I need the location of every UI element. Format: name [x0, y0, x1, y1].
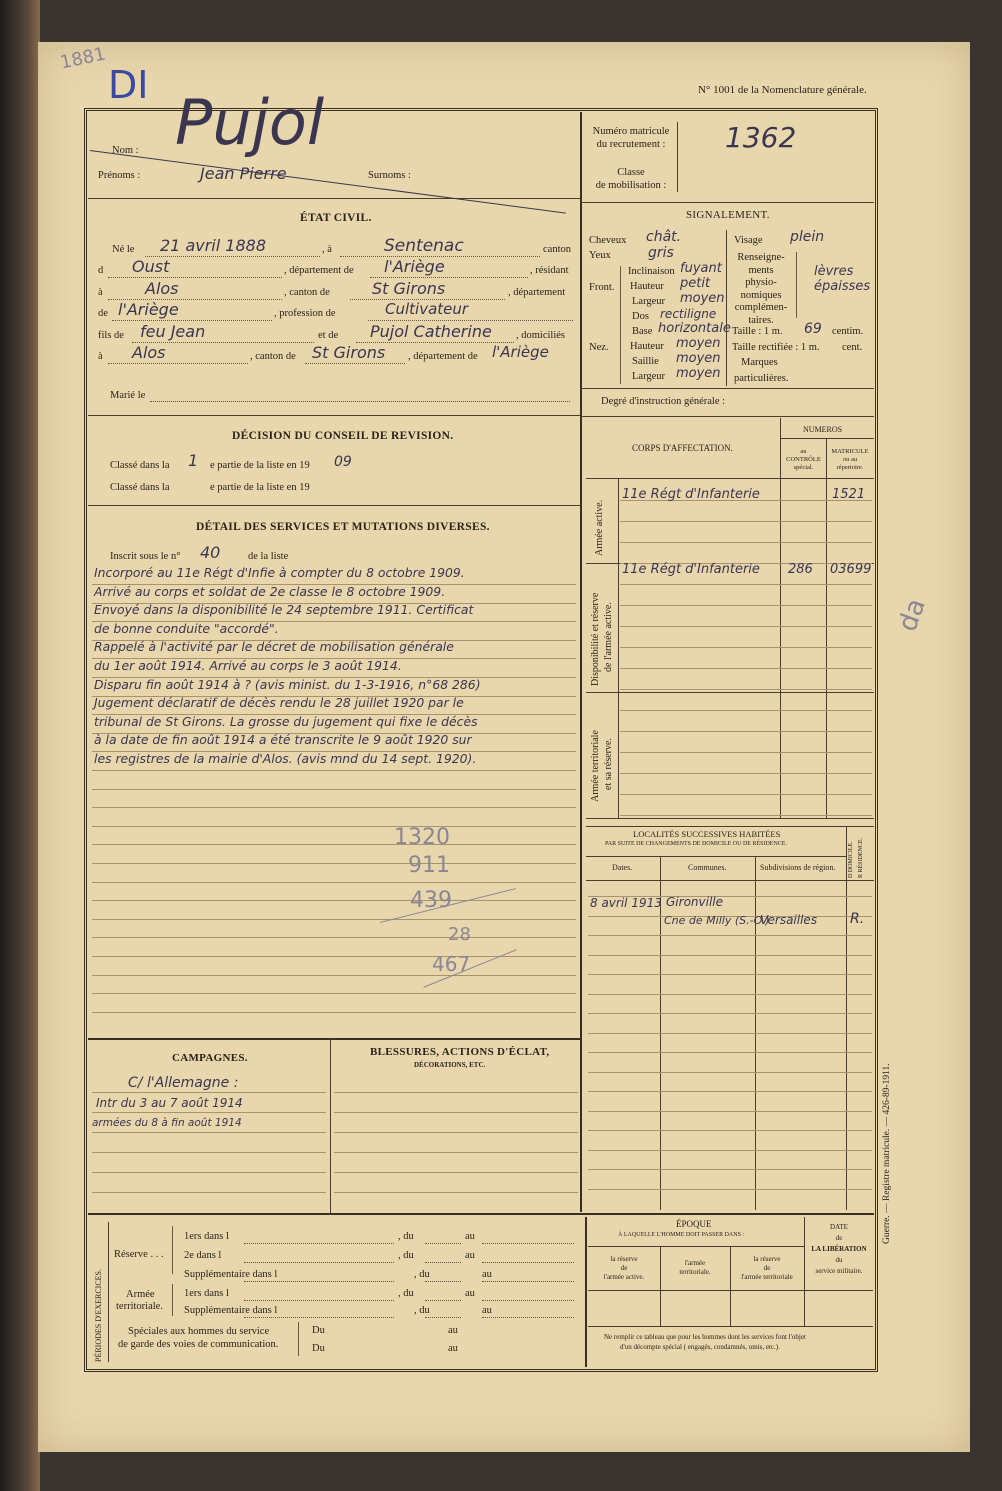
- campagne-rule: [92, 1092, 326, 1093]
- blessure-rule: [334, 1112, 578, 1113]
- largeur2-label: Largeur: [632, 371, 666, 382]
- classe-label-1: Classe: [617, 167, 645, 178]
- departement-label: , département de: [284, 265, 354, 276]
- taille-value: 69: [804, 321, 822, 337]
- epoque-col-1: la réserve de l'armée active.: [603, 1255, 645, 1281]
- localites-rule: [588, 994, 872, 995]
- service-line: Incorporé au 11e Régt d'Infie à compter du 8 octobre 1909.: [94, 565, 465, 580]
- matricule-value: 1362: [725, 121, 797, 154]
- service-rule: [92, 882, 576, 883]
- corps-rule: [620, 647, 872, 648]
- a2-label: à: [98, 287, 103, 298]
- renseignements-label: Renseigne- ments physio- nomiques complémen- taires.: [734, 252, 788, 326]
- hauteur2-label: Hauteur: [630, 341, 664, 352]
- marques-label: Marques: [741, 357, 778, 368]
- canton2-label: , canton de: [284, 287, 330, 298]
- au-label-2: au: [465, 1250, 475, 1261]
- epoque-col-2: l'armée territoriale.: [679, 1259, 711, 1276]
- disponibilite-label-2: de l'armée active.: [603, 602, 614, 672]
- du-label-3: , du: [414, 1269, 430, 1280]
- du-label-5: , du: [414, 1305, 430, 1316]
- au-label-4: au: [465, 1288, 475, 1299]
- particularites-label: particulières.: [734, 373, 789, 384]
- taille-label: Taille : 1 m.: [732, 326, 783, 337]
- fils-label: fils de: [98, 330, 124, 341]
- localites-rule: [588, 1013, 872, 1014]
- au-label-3: au: [482, 1269, 492, 1280]
- nomenclature-label: N° 1001 de la Nomenclature générale.: [698, 84, 867, 96]
- corps-rule: [620, 794, 872, 795]
- corps-rule: [620, 815, 872, 816]
- du-bare-2: Du: [312, 1343, 325, 1354]
- corps-rule: [620, 689, 872, 690]
- service-rule: [92, 844, 576, 845]
- nom-label: Nom :: [112, 145, 139, 156]
- corps-rule: [620, 731, 872, 732]
- localites-rule: [588, 1033, 872, 1034]
- hauteur-value: petit: [680, 276, 711, 291]
- periode-dot: [425, 1281, 461, 1282]
- saillie-label: Saillie: [632, 356, 659, 367]
- col-dr-2: R RÉSIDENCE.: [858, 837, 864, 878]
- service-line: Jugement déclaratif de décès rendu le 28 juillet 1920 par le: [94, 695, 464, 711]
- a3-label: à: [98, 351, 103, 362]
- corps-rule: [620, 773, 872, 774]
- domicile-value: Alos: [132, 343, 166, 362]
- epoque-subtitle: À LAQUELLE L'HOMME DOIT PASSER DANS :: [618, 1232, 745, 1238]
- largeur-label: Largeur: [632, 296, 666, 307]
- birth-date: 21 avril 1888: [160, 236, 266, 255]
- main-vertical-divider: [580, 112, 582, 1212]
- localites-rule: [588, 955, 872, 956]
- birth-place: Sentenac: [384, 236, 464, 256]
- yeux-value: gris: [648, 245, 674, 261]
- margin-pencil: da: [892, 594, 932, 636]
- periode-row-5: Supplémentaire dans l: [184, 1305, 278, 1316]
- au-label-5: au: [482, 1305, 492, 1316]
- largeur2-value: moyen: [676, 366, 721, 381]
- service-rule: [92, 770, 576, 771]
- departement-value: l'Ariège: [384, 257, 445, 276]
- blessure-rule: [334, 1152, 578, 1153]
- hauteur-label: Hauteur: [630, 281, 664, 292]
- canton-value: Oust: [132, 257, 170, 276]
- canton3-label: , canton de: [250, 351, 296, 362]
- corner-note: 1881: [58, 43, 108, 74]
- visage-label: Visage: [734, 235, 763, 246]
- dos-value: rectiligne: [660, 307, 717, 321]
- service-rule: [92, 1012, 576, 1013]
- inclinaison-value: fuyant: [680, 261, 722, 276]
- departement3-value: l'Ariège: [492, 343, 549, 361]
- departement2-value: l'Ariège: [118, 300, 179, 319]
- yeux-label: Yeux: [589, 250, 611, 261]
- corps-rule: [620, 626, 872, 627]
- profession-value: Cultivateur: [385, 300, 469, 318]
- col-dates: Dates.: [612, 863, 633, 872]
- blessure-rule: [334, 1092, 578, 1093]
- nez-label: Nez.: [589, 342, 609, 353]
- periode-dot: [482, 1262, 574, 1263]
- periode-dot: [482, 1317, 574, 1318]
- corps-row-2: 11e Régt d'Infanterie: [622, 562, 760, 577]
- disponibilite-label-1: Disponibilité et réserve: [590, 592, 601, 686]
- taille-rect-unit: cent.: [842, 342, 863, 353]
- campagne-rule: [92, 1192, 326, 1193]
- campagne-line-2: Intr du 3 au 7 août 1914: [96, 1096, 243, 1110]
- periode-dot: [244, 1262, 394, 1263]
- conseil-title: DÉCISION DU CONSEIL DE REVISION.: [232, 430, 454, 442]
- et-label: et de: [318, 330, 339, 341]
- epoque-col-3: la réserve de l'armée territoriale: [741, 1255, 793, 1281]
- service-rule: [92, 993, 576, 994]
- blessure-rule: [334, 1132, 578, 1133]
- periode-row-4: 1ers dans l: [184, 1288, 229, 1299]
- periodes-label: PÉRIODES D'EXERCICES.: [94, 1268, 103, 1362]
- campagnes-title: CAMPAGNES.: [172, 1052, 248, 1064]
- etat-civil-title: ÉTAT CIVIL.: [300, 212, 372, 224]
- periode-dot: [482, 1300, 574, 1301]
- largeur-value: moyen: [680, 291, 725, 306]
- campagne-line-3: armées du 8 à fin août 1914: [92, 1117, 242, 1129]
- front-label: Front.: [589, 282, 615, 293]
- periode-dot: [244, 1243, 394, 1244]
- epoque-note-1: Ne remplir ce tableau que pour les hommes dont les services font l'objet: [604, 1333, 806, 1341]
- dos-label: Dos: [632, 311, 649, 322]
- localites-rule: [588, 1189, 872, 1190]
- corps-title: CORPS D'AFFECTATION.: [632, 443, 733, 453]
- nom-value: Pujol: [175, 86, 325, 159]
- service-line: du 1er août 1914. Arrivé au corps le 3 août 1914.: [94, 658, 402, 673]
- corps-row-2-matricule: 03699: [830, 562, 872, 577]
- partie2-label: e partie de la liste en 19: [210, 482, 310, 493]
- service-rule: [92, 900, 576, 901]
- classe1-label: Classé dans la: [110, 460, 170, 471]
- classe1-value: 1: [188, 451, 199, 470]
- canton3-value: St Girons: [312, 343, 386, 362]
- periode-dot: [425, 1300, 461, 1301]
- territoriale-label: territoriale.: [116, 1301, 163, 1312]
- pencil-note-5: 467: [432, 952, 471, 976]
- ne-le-label: Né le: [112, 244, 135, 255]
- service-line: Envoyé dans la disponibilité le 24 septembre 1911. Certificat: [94, 602, 474, 618]
- partie1-label: e partie de la liste en 19: [210, 460, 310, 471]
- loc-commune-2: Cne de Milly (S.-O.): [664, 914, 770, 927]
- loc-commune-1: Gironville: [666, 895, 723, 909]
- armee-active-label: Armée active.: [594, 499, 605, 556]
- degre-label: Degré d'instruction générale :: [601, 396, 726, 407]
- corps-rule: [620, 521, 872, 522]
- controle-label: au CONTRÔLE spécial.: [786, 448, 821, 471]
- renseignements-value: lèvres épaisses: [814, 264, 871, 294]
- hauteur2-value: moyen: [676, 336, 721, 351]
- localites-title: LOCALITÉS SUCCESSIVES HABITÉES: [633, 829, 781, 839]
- pencil-note-2: 911: [408, 853, 450, 878]
- periode-dot: [482, 1281, 574, 1282]
- signalement-title: SIGNALEMENT.: [686, 209, 770, 221]
- territoriale-label-2: et sa réserve.: [603, 738, 614, 790]
- service-line: Disparu fin août 1914 à ? (avis minist. du 1-3-1916, n°68 286): [94, 676, 481, 692]
- mother-value: Pujol Catherine: [370, 322, 492, 341]
- canton-label: canton: [543, 244, 571, 255]
- cheveux-label: Cheveux: [589, 235, 627, 246]
- localites-rule: [588, 1130, 872, 1131]
- localites-rule: [588, 1072, 872, 1073]
- service-rule: [92, 975, 576, 976]
- taille-rect-label: Taille rectifiée : 1 m.: [732, 342, 820, 353]
- du-label-4: , du: [398, 1288, 414, 1299]
- corps-rule: [620, 710, 872, 711]
- classe2-label: Classé dans la: [110, 482, 170, 493]
- visage-value: plein: [790, 229, 825, 245]
- canton2-value: St Girons: [372, 279, 446, 298]
- periode-dot: [244, 1281, 394, 1282]
- corps-row-1-matricule: 1521: [832, 487, 866, 502]
- services-title: DÉTAIL DES SERVICES ET MUTATIONS DIVERSES.: [196, 521, 490, 533]
- service-rule: [92, 937, 576, 938]
- campagne-rule: [92, 1172, 326, 1173]
- speciales-line-1: Spéciales aux hommes du service: [128, 1326, 270, 1337]
- matricule-label-2: du recrutement :: [596, 139, 666, 150]
- taille-unit: centim.: [832, 326, 864, 337]
- departement2-label: , département: [508, 287, 566, 298]
- localites-rule: [588, 935, 872, 936]
- blessures-title: BLESSURES, ACTIONS D'ÉCLAT,: [370, 1046, 550, 1058]
- speciales-line-2: de garde des voies de communication.: [118, 1339, 279, 1350]
- classe-label-2: de mobilisation :: [595, 180, 667, 191]
- campagne-rule: [92, 1112, 326, 1113]
- du-bare-1: Du: [312, 1325, 325, 1336]
- pencil-note-4: 28: [448, 924, 471, 945]
- loc-dr: R.: [850, 911, 865, 927]
- domicilies-label: , domiciliés: [516, 330, 565, 341]
- surnoms-label: Surnoms :: [368, 170, 411, 181]
- localites-rule: [588, 1150, 872, 1151]
- reserve-label: Réserve . . .: [114, 1249, 164, 1260]
- matricule-col-label: MATRICULE ou au répertoire.: [831, 448, 869, 471]
- localites-subtitle: PAR SUITE DE CHANGEMENTS DE DOMICILE OU DE RÉSIDENCE.: [605, 841, 787, 847]
- corps-rule: [620, 584, 872, 585]
- localites-rule: [588, 1111, 872, 1112]
- localites-rule: [588, 1091, 872, 1092]
- de-label: de: [98, 308, 108, 319]
- pencil-note-1: 1320: [394, 825, 450, 850]
- au-label-1: au: [465, 1231, 475, 1242]
- corps-rule: [620, 542, 872, 543]
- periode-row-2: 2e dans l: [184, 1250, 222, 1261]
- armee-label: Armée: [126, 1289, 155, 1300]
- marie-label: Marié le: [110, 390, 146, 401]
- numeros-label: NUMEROS: [803, 425, 843, 434]
- periode-row-3: Supplémentaire dans l: [184, 1269, 278, 1280]
- localites-rule: [588, 1052, 872, 1053]
- periode-dot: [425, 1243, 461, 1244]
- matricule-label-1: Numéro matricule: [592, 126, 670, 137]
- saillie-value: moyen: [676, 351, 721, 366]
- a-label: , à: [322, 244, 332, 255]
- periode-dot: [244, 1300, 394, 1301]
- du-label-2: , du: [398, 1250, 414, 1261]
- service-line: à la date de fin août 1914 a été transcrite le 9 août 1920 sur: [94, 732, 472, 748]
- father-value: feu Jean: [140, 322, 206, 341]
- localites-rule: [588, 974, 872, 975]
- service-line: les registres de la mairie d'Alos. (avis mnd du 14 sept. 1920).: [94, 751, 477, 766]
- inscrit-label: Inscrit sous le n°: [110, 551, 181, 562]
- base-label: Base: [632, 326, 653, 337]
- au-bare-2: au: [448, 1343, 458, 1354]
- prenoms-value: Jean Pierre: [200, 164, 287, 183]
- du-label-1: , du: [398, 1231, 414, 1242]
- localites-rule: [588, 1169, 872, 1170]
- col-dr-1: D DOMICILE.: [848, 841, 854, 878]
- col-subdivisions: Subdivisions de région.: [760, 863, 836, 872]
- service-rule: [92, 919, 576, 920]
- prenoms-label: Prénoms :: [98, 170, 141, 181]
- corps-rule: [620, 605, 872, 606]
- loc-subdivision: Versailles: [760, 913, 818, 927]
- periode-dot: [425, 1262, 461, 1263]
- service-line: Rappelé à l'activité par le décret de mobilisation générale: [94, 639, 454, 655]
- periode-row-1: 1ers dans l: [184, 1231, 229, 1242]
- residence-value: Alos: [145, 279, 179, 298]
- au-bare-1: au: [448, 1325, 458, 1336]
- blessure-rule: [334, 1172, 578, 1173]
- corner-mark: DI: [108, 63, 149, 107]
- profession-label: , profession de: [274, 308, 336, 319]
- campagne-rule: [92, 1152, 326, 1153]
- loc-date: 8 avril 1913: [590, 896, 662, 910]
- periode-dot: [244, 1317, 394, 1318]
- residant-label: , résidant: [530, 265, 569, 276]
- inscrit-value: 40: [200, 543, 221, 562]
- year1-value: 09: [334, 454, 352, 470]
- campagne-rule: [92, 1132, 326, 1133]
- book-binding: [0, 0, 40, 1491]
- inclinaison-label: Inclinaison: [628, 266, 675, 277]
- blessures-subtitle: DÉCORATIONS, ETC.: [414, 1061, 486, 1069]
- corps-rule: [620, 668, 872, 669]
- service-rule: [92, 863, 576, 864]
- service-rule: [92, 956, 576, 957]
- departement3-label: , département de: [408, 351, 478, 362]
- epoque-date-col: DATE de LA LIBÉRATION du service militaire.: [811, 1223, 867, 1275]
- corps-row-1: 11e Régt d'Infanterie: [622, 487, 760, 502]
- campagne-line-1: C/ l'Allemagne :: [128, 1075, 239, 1091]
- side-print: Guerre. — Registre matricule. — 426-89-1911.: [882, 1063, 892, 1244]
- blessure-rule: [334, 1192, 578, 1193]
- cheveux-value: chât.: [646, 229, 682, 245]
- corps-rule: [620, 752, 872, 753]
- pencil-note-3: 439: [410, 888, 452, 913]
- liste-label: de la liste: [248, 551, 289, 562]
- service-rule: [92, 789, 576, 790]
- territoriale-label-1: Armée territoriale: [590, 730, 601, 802]
- service-rule: [92, 826, 576, 827]
- corps-row-2-controle: 286: [788, 562, 813, 577]
- service-line: tribunal de St Girons. La grosse du jugement qui fixe le décès: [94, 713, 478, 729]
- service-line: de bonne conduite "accordé".: [94, 620, 279, 636]
- periode-dot: [425, 1317, 461, 1318]
- service-line: Arrivé au corps et soldat de 2e classe le 8 octobre 1909.: [94, 583, 446, 599]
- col-communes: Communes.: [688, 863, 727, 872]
- periode-dot: [482, 1243, 574, 1244]
- base-value: horizontale: [658, 321, 731, 336]
- epoque-note-2: d'un décompte spécial ( engagés, condamnés, omis, etc.).: [620, 1343, 780, 1351]
- service-rule: [92, 807, 576, 808]
- epoque-title: ÉPOQUE: [676, 1219, 712, 1229]
- d-label: d: [98, 265, 104, 276]
